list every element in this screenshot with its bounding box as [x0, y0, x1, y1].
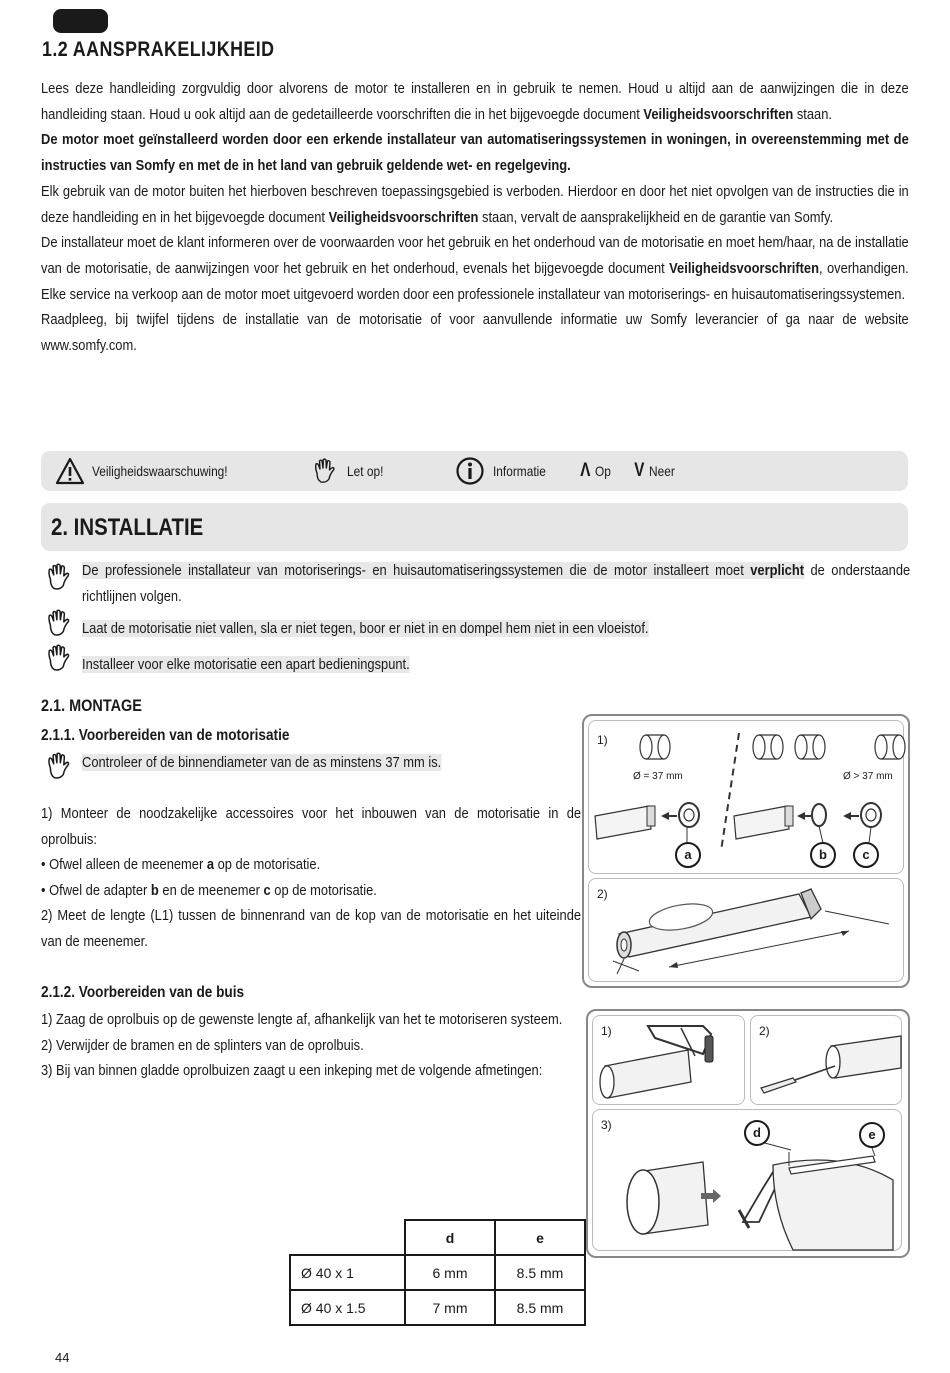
- p3-end: staan, vervalt de aansprakelijkheid en de garantie van Somfy.: [478, 208, 834, 226]
- section-title-montage: 2.1. MONTAGE: [41, 696, 142, 715]
- deburr-tube-drawing: [751, 1016, 901, 1104]
- motor-length-drawing: [589, 879, 903, 981]
- legend-down-label: Neer: [648, 463, 675, 479]
- step1-text: 1) Monteer de noodzakelijke accessoires voor het inbouwen van de motorisatie in de oprolbuis:: [41, 805, 582, 848]
- note-professional: [44, 562, 910, 614]
- notch-dimensions-table: [289, 1219, 586, 1326]
- p1-text: Lees deze handleiding zorgvuldig door alvorens de motor te installeren en in gebruik te nemen. Houd u altijd aan de aanwijzingen die in deze handleiding staan. Houd u ook altijd aan de gedetailleerde voorschriften die in het bijgevoegde document: [41, 80, 909, 123]
- motor-prep-steps: [41, 801, 581, 954]
- figure1-panel2: [588, 878, 904, 982]
- legend-safety-label: Veiligheidswaarschuwing!: [92, 463, 228, 479]
- legend-up-label: Op: [594, 463, 611, 479]
- tube-step3: 3) Bij van binnen gladde oprolbuizen zaagt u een inkeping met de volgende afmetingen:: [41, 1062, 543, 1079]
- symbol-legend: [41, 451, 908, 491]
- note1-end: de onderstaande richtlijnen volgen.: [82, 562, 911, 605]
- legend-info: [455, 451, 555, 491]
- figure-tube-preparation: [586, 1009, 910, 1258]
- note-diameter-text: Controleer of de binnendiameter van de as minstens 37 mm is.: [82, 754, 442, 771]
- p4-end: , overhandigen. Elke service na verkoop aan de motor moet uitgevoerd worden door een professionele installateur van motoriserings- en huisautomatiseringssystemen.: [41, 259, 909, 303]
- table-cell-d: 7 mm: [405, 1290, 495, 1325]
- p3-text: Elk gebruik van de motor buiten het hierboven beschreven toepassingsgebied is verboden. Hierdoor en door het niet opvolgen van de instructies die in deze handleiding en in het bijgevoegde document: [41, 182, 909, 226]
- panel-label: 1): [597, 733, 608, 747]
- hand-icon: [311, 457, 339, 485]
- legend-info-label: Informatie: [493, 463, 546, 479]
- note1-text: De professionele installateur van motoriserings- en huisautomatiseringssystemen die de motor installeert moet: [82, 562, 751, 579]
- callout-d: d: [744, 1120, 770, 1146]
- dia-large-label: Ø > 37 mm: [843, 771, 893, 782]
- panel-label: 2): [597, 887, 608, 901]
- down-arrow-icon: V: [634, 460, 645, 481]
- note-control-point: [44, 643, 910, 673]
- subsection-title-motorisatie: 2.1.1. Voorbereiden van de motorisatie: [41, 727, 290, 744]
- figure2-panel2: [750, 1015, 902, 1105]
- figure2-panel1: [592, 1015, 745, 1105]
- section-title-installatie: 2. INSTALLATIE: [51, 514, 204, 541]
- table-cell-d: 6 mm: [405, 1255, 495, 1290]
- table-header-row: [290, 1220, 585, 1255]
- legend-attention-label: Let op!: [347, 463, 384, 479]
- callout-b: b: [810, 842, 836, 868]
- legend-down: [633, 451, 679, 491]
- figure2-panel3: [592, 1109, 902, 1251]
- info-icon: [455, 456, 485, 486]
- note-diameter: [44, 751, 584, 781]
- table-cell-label: Ø 40 x 1: [290, 1255, 405, 1290]
- warning-triangle-icon: [55, 457, 85, 485]
- tube-prep-steps: [41, 1007, 581, 1084]
- legend-up: [579, 451, 613, 491]
- hand-icon: [44, 643, 74, 673]
- table-cell-label: Ø 40 x 1.5: [290, 1290, 405, 1325]
- p4-bold: Veiligheidsvoorschriften: [669, 259, 819, 277]
- table-header-d: d: [405, 1220, 495, 1255]
- note1-bold: verplicht: [750, 562, 805, 579]
- tube-step1: 1) Zaag de oprolbuis op de gewenste lengte af, afhankelijk van het te motoriseren systeem.: [41, 1011, 563, 1028]
- panel-label: 2): [759, 1024, 770, 1038]
- legend-attention: [311, 451, 390, 491]
- saw-tube-drawing: [593, 1016, 744, 1104]
- hand-icon: [44, 751, 74, 781]
- table-row: [290, 1255, 585, 1290]
- callout-e: e: [859, 1122, 885, 1148]
- hand-icon: [44, 562, 74, 592]
- p3-bold: Veiligheidsvoorschriften: [328, 208, 479, 226]
- table-cell-e: 8.5 mm: [495, 1290, 585, 1325]
- note3-text: Installeer voor elke motorisatie een apart bedieningspunt.: [82, 656, 410, 673]
- panel-label: 3): [601, 1118, 612, 1132]
- table-row: [290, 1290, 585, 1325]
- subsection-title-buis: 2.1.2. Voorbereiden van de buis: [41, 984, 245, 1001]
- dia-small-label: Ø = 37 mm: [633, 771, 683, 782]
- language-tab: [53, 9, 108, 33]
- p4-text: De installateur moet de klant informeren over de voorwaarden voor het gebruik en het onderhoud van de motorisatie en moet hem/haar, na de installatie van de motorisatie, de aanwijzingen voor het gebruik en het onderhoud, evenals het bijgevoegde document: [41, 234, 909, 277]
- section-header-installatie: [41, 503, 908, 551]
- callout-c: c: [853, 842, 879, 868]
- panel-label: 1): [601, 1024, 612, 1038]
- hand-icon: [44, 608, 74, 638]
- table-header-e: e: [495, 1220, 585, 1255]
- note-handling: [44, 608, 910, 638]
- step2-text: 2) Meet de lengte (L1) tussen de binnenrand van de kop van de motorisatie en het uiteinde van de meenemer.: [41, 907, 582, 950]
- bullet2: • Ofwel de adapter b en de meenemer c op de motorisatie.: [41, 881, 377, 899]
- p1-bold: Veiligheidsvoorschriften: [643, 105, 794, 123]
- legend-safety: [55, 451, 252, 491]
- p5-text: Raadpleeg, bij twijfel tijdens de installatie van de motorisatie of voor aanvullende informatie uw Somfy leverancier of ga naar de website www.somfy.com.: [41, 311, 909, 355]
- figure1-panel1: [588, 720, 904, 874]
- tube-step2: 2) Verwijder de bramen en de splinters van de oprolbuis.: [41, 1036, 364, 1054]
- figure-motor-accessories: [582, 714, 910, 988]
- up-arrow-icon: Λ: [580, 460, 591, 481]
- callout-a: a: [675, 842, 701, 868]
- p1-end: staan.: [793, 105, 832, 123]
- bullet1: • Ofwel alleen de meenemer a op de motorisatie.: [41, 856, 321, 873]
- page-number: 44: [55, 1350, 70, 1365]
- table-cell-e: 8.5 mm: [495, 1255, 585, 1290]
- note2-text: Laat de motorisatie niet vallen, sla er niet tegen, boor er niet in en dompel hem niet in een vloeistof.: [82, 620, 649, 637]
- section-title-aansprakelijkheid: 1.2 AANSPRAKELIJKHEID: [42, 38, 275, 61]
- installer-requirement: De motor moet geïnstalleerd worden door een erkende installateur van automatiseringssystemen in woningen, in overeenstemming met de instructies van Somfy en met de in het land van gebruik geldende wet- en regelgeving.: [41, 131, 909, 175]
- liability-text: [41, 76, 909, 359]
